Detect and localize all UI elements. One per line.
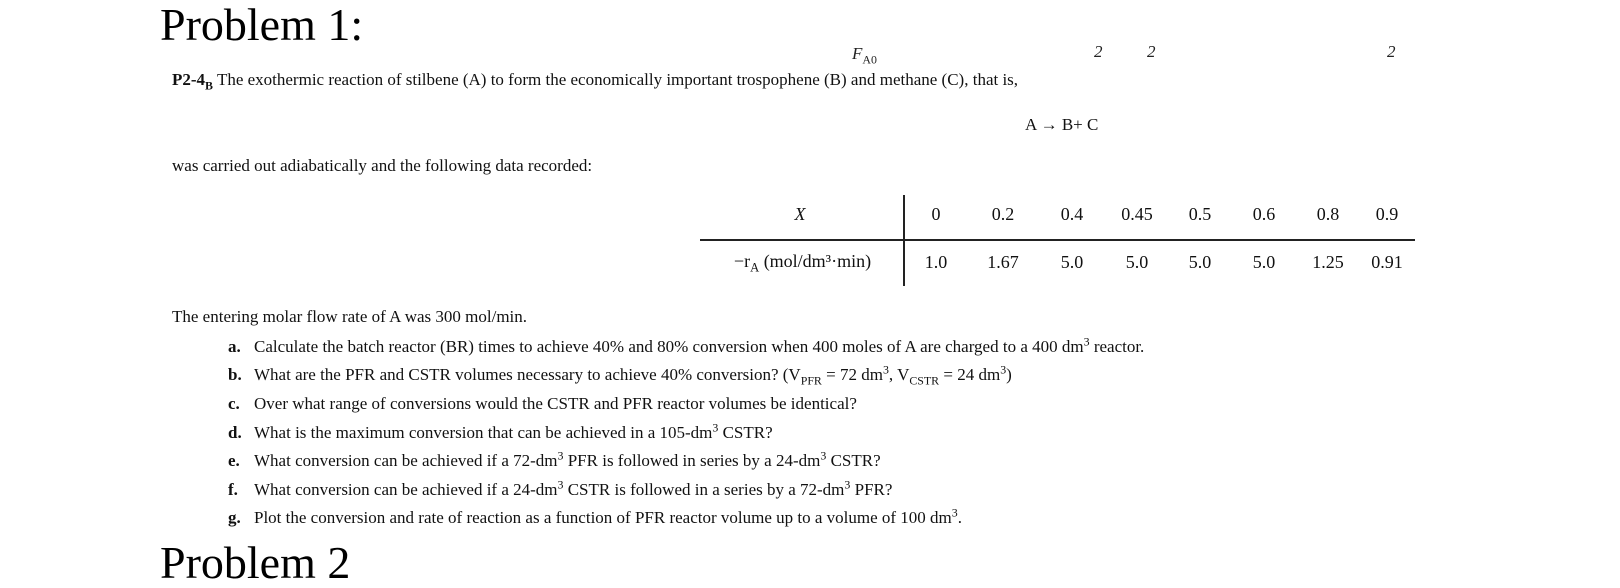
question-e: e. What conversion can be achieved if a $72-dm^3$ PFR is followed in series by a $24-dm^3$ CSTR? xyxy=(228,448,881,470)
table-rate-cell-1: 1.67 xyxy=(987,252,1019,272)
question-a: a. Calculate the batch reactor (BR) times to achieve 40% and 80% conversion when 400 moles of A are charged to a 400 $dm^3$ reactor. xyxy=(228,334,1145,356)
problem-intro xyxy=(172,70,1019,93)
flow-rate-text: The entering molar flow rate of A was 300 mol/min. xyxy=(172,307,528,326)
fragment-2b: 2 xyxy=(1147,42,1156,61)
problem-1-heading: Problem 1: xyxy=(160,0,364,50)
fragment-2c: 2 xyxy=(1387,42,1396,61)
table-x-cell-6: 0.8 xyxy=(1316,204,1340,224)
table-x-cell-5: 0.6 xyxy=(1252,204,1276,224)
carried-text: was carried out adiabatically and the following data recorded: xyxy=(172,156,593,175)
fao-fragment: $F_{A0}$ xyxy=(852,44,877,67)
table-x-cell-2: 0.4 xyxy=(1060,204,1084,224)
table-rate-cell-5: 5.0 xyxy=(1252,252,1276,272)
question-g: g. Plot the conversion and rate of reaction as a function of PFR reactor volume up to a volume of 100 $dm^3$. xyxy=(228,505,962,527)
table-rate-cell-0: 1.0 xyxy=(924,252,948,272)
table-x-cell-1: 0.2 xyxy=(991,204,1015,224)
question-b: b. What are the PFR and CSTR volumes necessary to achieve 40% conversion? ($V_{PFR} = 72$ $dm^3$, $V_{CSTR} = 24$ $dm^3$) xyxy=(228,362,1012,388)
table-rate-cell-4: 5.0 xyxy=(1188,252,1212,272)
problem-2-heading: Problem 2 xyxy=(160,537,351,588)
question-c: c. Over what range of conversions would the CSTR and PFR reactor volumes be identical? xyxy=(228,394,857,413)
intro-text: The exothermic reaction of stilbene (A) to form the economically important trospophene (B) and methane (C), that is, xyxy=(216,70,1019,89)
table-x-cell-3: 0.45 xyxy=(1121,204,1153,224)
problem-label: $P2-4_B$ xyxy=(172,70,213,93)
table-row2-header: $-r_A$ (mol/dm³·min) xyxy=(733,251,872,275)
table-x-cell-0: 0 xyxy=(931,204,941,224)
table-rate-cell-7: 0.91 xyxy=(1371,252,1403,272)
question-d: d. What is the maximum conversion that can be achieved in a $105-dm^3$ CSTR? xyxy=(228,420,773,442)
table-rate-cell-6: 1.25 xyxy=(1312,252,1344,272)
table-row1-header: X xyxy=(794,204,806,224)
table-x-cell-4: 0.5 xyxy=(1188,204,1212,224)
reaction-equation: A → B+ C xyxy=(1025,115,1099,134)
fragment-2a: 2 xyxy=(1094,42,1103,61)
table-rate-cell-2: 5.0 xyxy=(1060,252,1084,272)
table-vline xyxy=(903,195,905,286)
table-x-cell-7: 0.9 xyxy=(1375,204,1399,224)
question-f: f. What conversion can be achieved if a $24-dm^3$ CSTR is followed in a series by a $72-dm^3$ PFR? xyxy=(228,477,893,499)
table-hline xyxy=(700,239,1415,241)
table-rate-cell-3: 5.0 xyxy=(1125,252,1149,272)
